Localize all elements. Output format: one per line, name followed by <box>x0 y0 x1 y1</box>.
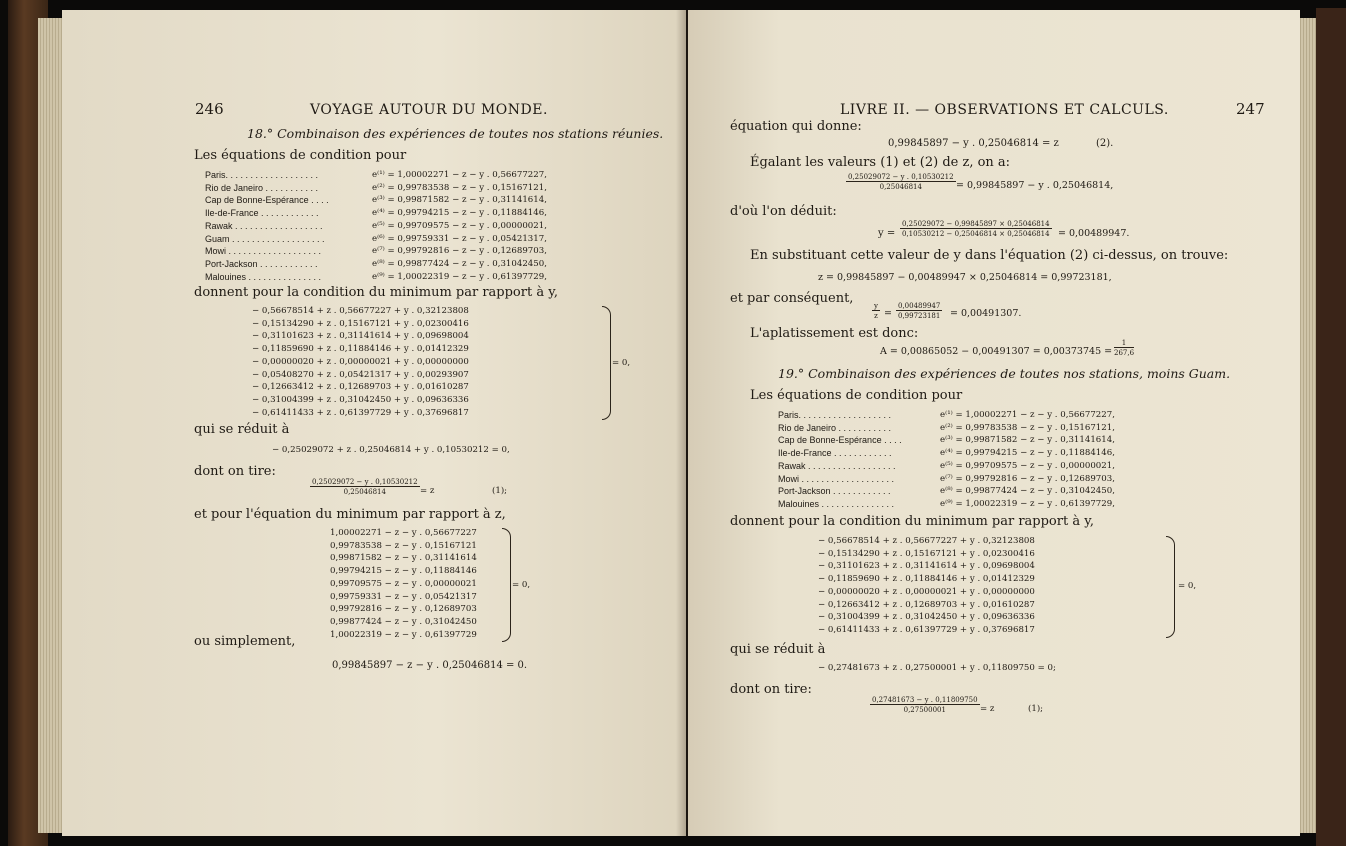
equation-2: 0,99845897 − y . 0,25046814 = z <box>888 138 1059 149</box>
page-number: 246 <box>195 100 224 118</box>
running-header: LIVRE II. — OBSERVATIONS ET CALCULS. <box>840 102 1169 118</box>
equation-row: 1,00022319 − z − y . 0,61397729 <box>330 629 477 640</box>
equals-zero: = 0, <box>1178 581 1197 591</box>
running-header: VOYAGE AUTOUR DU MONDE. <box>310 102 548 118</box>
equality-rhs: = 0,99845897 − y . 0,25046814, <box>956 180 1114 191</box>
equation-row: − 0,31101623 + z . 0,31141614 + y . 0,09698004 <box>818 561 1035 572</box>
station-name: Guam . . . . . . . . . . . . . . . . . . . <box>205 233 325 244</box>
equation-row: − 0,15134290 + z . 0,15167121 + y . 0,02300416 <box>818 548 1035 559</box>
flattening-fraction <box>1114 339 1134 359</box>
station-equation: e⁽⁷⁾ = 0,99792816 − z − y . 0,12689703, <box>372 246 547 257</box>
text-line: et pour l'équation du minimum par rapport à z, <box>194 507 506 522</box>
equation-row: 0,99877424 − z − y . 0,31042450 <box>330 616 477 627</box>
fraction-rhs: = z <box>980 704 995 714</box>
equation-row: − 0,11859690 + z . 0,11884146 + y . 0,01412329 <box>252 344 469 355</box>
station-name: Cap de Bonne-Espérance . . . . <box>778 435 902 446</box>
fraction-1 <box>870 696 980 716</box>
curly-brace <box>602 306 611 420</box>
z-value: z = 0,99845897 − 0,00489947 × 0,25046814 = 0,99723181, <box>818 272 1112 283</box>
equation-number: (1); <box>492 486 508 496</box>
equation-row: 0,99871582 − z − y . 0,31141614 <box>330 553 477 564</box>
equation-row: − 0,31004399 + z . 0,31042450 + y . 0,09636336 <box>818 612 1035 623</box>
y-rhs: = 0,00489947. <box>1058 228 1130 239</box>
final-equation: 0,99845897 − z − y . 0,25046814 = 0. <box>332 660 528 671</box>
station-name: Rawak . . . . . . . . . . . . . . . . . . <box>205 220 323 231</box>
station-names <box>205 169 329 283</box>
fraction-numerator: y <box>874 302 878 310</box>
text-line: En substituant cette valeur de y dans l'équation (2) ci-dessus, on trouve: <box>750 248 1229 263</box>
text-line: qui se réduit à <box>194 422 290 437</box>
yz-fraction <box>896 302 942 322</box>
equation-row: − 0,00000020 + z . 0,00000021 + y . 0,00000000 <box>252 356 469 367</box>
equation-row: 0,99794215 − z − y . 0,11884146 <box>330 566 477 577</box>
station-equation: e⁽⁵⁾ = 0,99709575 − z − y . 0,00000021, <box>940 460 1115 471</box>
station-name: Mowi . . . . . . . . . . . . . . . . . . . <box>778 473 895 484</box>
station-equations <box>940 409 1115 511</box>
station-names <box>778 409 902 511</box>
equation-row: 0,99709575 − z − y . 0,00000021 <box>330 578 477 589</box>
equation-row: − 0,05408270 + z . 0,05421317 + y . 0,00293907 <box>252 369 469 380</box>
section-title: 18.° Combinaison des expériences de toutes nos stations réunies. <box>247 126 664 141</box>
text-line: ou simplement, <box>194 634 296 649</box>
min-z-system <box>330 527 477 641</box>
station-equation: e⁽¹⁾ = 1,00002271 − z − y . 0,56677227, <box>940 410 1115 420</box>
equation-row: − 0,12663412 + z . 0,12689703 + y . 0,01610287 <box>252 382 469 393</box>
station-name: Cap de Bonne-Espérance . . . . <box>205 195 329 206</box>
equation-row: − 0,56678514 + z . 0,56677227 + y . 0,32123808 <box>818 536 1035 546</box>
yz-rhs: = 0,00491307. <box>950 308 1022 319</box>
station-equations <box>372 169 547 283</box>
text-line: dont on tire: <box>194 464 276 479</box>
text-line: dont on tire: <box>730 682 812 697</box>
text-line: donnent pour la condition du minimum par rapport à y, <box>194 285 558 300</box>
fraction-denominator: 0,25046814 <box>343 488 386 496</box>
flattening-equation: A = 0,00865052 − 0,00491307 = 0,00373745 = <box>880 346 1113 357</box>
equality-fraction <box>846 173 956 193</box>
station-equation: e⁽²⁾ = 0,99783538 − z − y . 0,15167121, <box>372 182 547 193</box>
y-lhs: y = <box>878 228 896 239</box>
left-page-edges <box>38 18 64 833</box>
equation-number: (2). <box>1096 138 1114 149</box>
station-equation: e⁽⁵⁾ = 0,99709575 − z − y . 0,00000021, <box>372 220 547 231</box>
reduced-equation: − 0,27481673 + z . 0,27500001 + y . 0,11809750 = 0; <box>818 663 1056 673</box>
fraction-numerator: 1 <box>1114 339 1134 348</box>
station-name: Port-Jackson . . . . . . . . . . . . <box>205 258 318 269</box>
fraction-numerator: 0,25029072 − y . 0,10530212 <box>848 173 954 181</box>
station-name: Port-Jackson . . . . . . . . . . . . <box>778 486 891 497</box>
fraction-denominator: 0,25046814 <box>879 183 922 191</box>
equation-row: − 0,31004399 + z . 0,31042450 + y . 0,09636336 <box>252 394 469 405</box>
right-page-edges <box>1298 18 1316 833</box>
station-equation: e⁽³⁾ = 0,99871582 − z − y . 0,31141614, <box>372 195 547 206</box>
equation-row: − 0,11859690 + z . 0,11884146 + y . 0,01412329 <box>818 574 1035 585</box>
station-equation: e⁽³⁾ = 0,99871582 − z − y . 0,31141614, <box>940 435 1115 446</box>
station-name: Rio de Janeiro . . . . . . . . . . . <box>778 422 892 433</box>
station-equation: e⁽⁸⁾ = 0,99877424 − z − y . 0,31042450, <box>940 486 1115 497</box>
equation-row: 1,00002271 − z − y . 0,56677227 <box>330 528 477 538</box>
equation-row: − 0,00000020 + z . 0,00000021 + y . 0,00000000 <box>818 586 1035 597</box>
station-name: Ile-de-France . . . . . . . . . . . . <box>205 208 319 219</box>
equation-row: 0,99759331 − z − y . 0,05421317 <box>330 591 477 602</box>
station-name: Paris. . . . . . . . . . . . . . . . . . . <box>205 170 319 180</box>
intro-text: Les équations de condition pour <box>750 388 963 403</box>
station-equation: e⁽⁷⁾ = 0,99792816 − z − y . 0,12689703, <box>940 473 1115 484</box>
equation-row: − 0,61411433 + z . 0,61397729 + y . 0,37696817 <box>252 407 469 418</box>
station-name: Malouines . . . . . . . . . . . . . . . <box>205 271 322 282</box>
right-cover <box>1316 8 1346 846</box>
fraction-numerator: 0,25029072 − 0,99845897 × 0,25046814 <box>902 220 1050 228</box>
reduced-equation: − 0,25029072 + z . 0,25046814 + y . 0,10530212 = 0, <box>272 445 510 455</box>
text-line: équation qui donne: <box>730 119 862 134</box>
section-title: 19.° Combinaison des expériences de toutes nos stations, moins Guam. <box>778 366 1231 381</box>
text-line: et par conséquent, <box>730 291 854 306</box>
min-y-system <box>252 305 469 419</box>
station-equation: e⁽¹⁾ = 1,00002271 − z − y . 0,56677227, <box>372 170 547 180</box>
fraction-1 <box>310 478 420 498</box>
fraction-denominator: 0,27500001 <box>903 706 946 714</box>
fraction-denominator: 267,6 <box>1114 349 1135 357</box>
equation-row: − 0,31101623 + z . 0,31141614 + y . 0,09698004 <box>252 331 469 342</box>
station-name: Mowi . . . . . . . . . . . . . . . . . . . <box>205 246 322 257</box>
equation-row: − 0,12663412 + z . 0,12689703 + y . 0,01610287 <box>818 599 1035 610</box>
equation-row: 0,99783538 − z − y . 0,15167121 <box>330 540 477 551</box>
equals-zero: = 0, <box>512 580 531 590</box>
min-y-system <box>818 535 1035 637</box>
station-name: Rio de Janeiro . . . . . . . . . . . <box>205 182 319 193</box>
right-page: LIVRE II. — OBSERVATIONS ET CALCULS. 247 équation qui donne: 0,99845897 − y . 0,25046814 = z (2). Égalant les valeurs (1) et (2) de z, on a: $\frac{0,25029072 - y . 0,10530212}{0,25046814}$ = 0,99845897 − y . 0,25046814, d'où l'on déduit: y = $\frac{0,25029072 - 0,99845897 \times 0,25046814}{0,10530212 - 0,25046814 \times 0,25046814}$ = 0,00489947. En substituant cette valeur de y dans l'équation (2) ci-dessus, on trouve: z = 0,99845897 − 0,00489947 × 0,25046814 = 0,99723181, et par conséquent, $\frac{y}{z}$ = $\frac{0,00489947}{0,99723181}$ = 0,00491307. L'aplatissement est donc: A = 0,00865052 − 0,00491307 = 0,00373745 = $\frac{1}{267,6}$ 19.° Combinaison des expériences de toutes nos stations, moins Guam. Les équations de condition pour Paris. . . . . . . . . . . . . . . . . . . Rio de Janeiro . . . . . . . . . . . Cap de Bonne-Espérance . . . . Ile-de-France . . . . . . . . . . . . Rawak . . . . . . . . . . . . . . . . . . Mowi . . . . . . . . . . . . . . . . . . . Port-Jackson . . . . . . . . . . . . Malouines . . . . . . . . . . . . . . . e⁽¹⁾ = 1,00002271 − z − y . 0,56677227, e⁽²⁾ = 0,99783538 − z − y . 0,15167121, e⁽³⁾ = 0,99871582 − z − y . 0,31141614, e⁽⁴⁾ = 0,99794215 − z − y . 0,11884146, e⁽⁵⁾ = 0,99709575 − z − y . 0,00000021, e⁽⁷⁾ = 0,99792816 − z − y . 0,12689703, e⁽⁸⁾ = 0,99877424 − z − y . 0,31042450, e⁽⁹⁾ = 1,00022319 − z − y . 0,61397729, donnent pour la condition du minimum par rapport à y, − 0,56678514 + z . 0,56677227 + y . 0,32123808 − 0,15134290 + z . 0,15167121 + y . 0,02300416 − 0,31101623 + z . 0,31141614 + y . 0,09698004 − 0,11859690 + z . 0,11884146 + y . 0,01412329 − 0,00000020 + z . 0,00000021 + y . 0,00000000 − 0,12663412 + z . 0,12689703 + y . 0,01610287 − 0,31004399 + z . 0,31042450 + y . 0,09636336 − 0,61411433 + z . 0,61397729 + y . 0,37696817 = 0, qui se réduit à − 0,27481673 + z . 0,27500001 + y . 0,11809750 = 0; dont on tire: $\frac{0,27481673 - y . 0,11809750}{0,27500001}$ = z (1); <box>688 10 1300 836</box>
y-over-z <box>872 302 880 322</box>
equation-row: 0,99792816 − z − y . 0,12689703 <box>330 604 477 615</box>
station-equation: e⁽⁹⁾ = 1,00022319 − z − y . 0,61397729, <box>372 271 547 282</box>
fraction-rhs: = z <box>420 486 435 496</box>
station-equation: e⁽⁹⁾ = 1,00022319 − z − y . 0,61397729, <box>940 498 1115 509</box>
fraction-denominator: 0,10530212 − 0,25046814 × 0,25046814 <box>902 230 1050 238</box>
left-page <box>62 10 686 836</box>
curly-brace <box>1166 536 1175 638</box>
page-number: 247 <box>1236 100 1265 118</box>
intro-text: Les équations de condition pour <box>194 148 407 163</box>
text-line: L'aplatissement est donc: <box>750 326 919 341</box>
station-name: Ile-de-France . . . . . . . . . . . . <box>778 448 892 459</box>
station-equation: e⁽⁶⁾ = 0,99759331 − z − y . 0,05421317, <box>372 233 547 244</box>
y-fraction <box>900 220 1052 240</box>
fraction-numerator: 0,00489947 <box>898 302 941 310</box>
curly-brace <box>502 528 511 642</box>
text-line: qui se réduit à <box>730 642 826 657</box>
station-equation: e⁽⁴⁾ = 0,99794215 − z − y . 0,11884146, <box>940 448 1115 459</box>
equation-row: − 0,56678514 + z . 0,56677227 + y . 0,32123808 <box>252 306 469 316</box>
station-name: Malouines . . . . . . . . . . . . . . . <box>778 498 895 509</box>
station-equation: e⁽⁸⁾ = 0,99877424 − z − y . 0,31042450, <box>372 258 547 269</box>
station-name: Rawak . . . . . . . . . . . . . . . . . . <box>778 460 896 471</box>
equals-zero: = 0, <box>612 358 631 368</box>
station-equation: e⁽⁴⁾ = 0,99794215 − z − y . 0,11884146, <box>372 208 547 219</box>
text-line: Égalant les valeurs (1) et (2) de z, on a: <box>750 155 1011 170</box>
fraction-denominator: z <box>874 312 878 320</box>
fraction-denominator: 0,99723181 <box>898 312 941 320</box>
fraction-numerator: 0,27481673 − y . 0,11809750 <box>872 696 978 704</box>
equation-number: (1); <box>1028 704 1044 714</box>
station-name: Paris. . . . . . . . . . . . . . . . . . . <box>778 410 892 420</box>
text-line: donnent pour la condition du minimum par rapport à y, <box>730 514 1094 529</box>
equation-row: − 0,15134290 + z . 0,15167121 + y . 0,02300416 <box>252 318 469 329</box>
station-equation: e⁽²⁾ = 0,99783538 − z − y . 0,15167121, <box>940 422 1115 433</box>
equation-row: − 0,61411433 + z . 0,61397729 + y . 0,37696817 <box>818 624 1035 635</box>
text-line: d'où l'on déduit: <box>730 204 837 219</box>
fraction-numerator: 0,25029072 − y . 0,10530212 <box>312 478 418 486</box>
